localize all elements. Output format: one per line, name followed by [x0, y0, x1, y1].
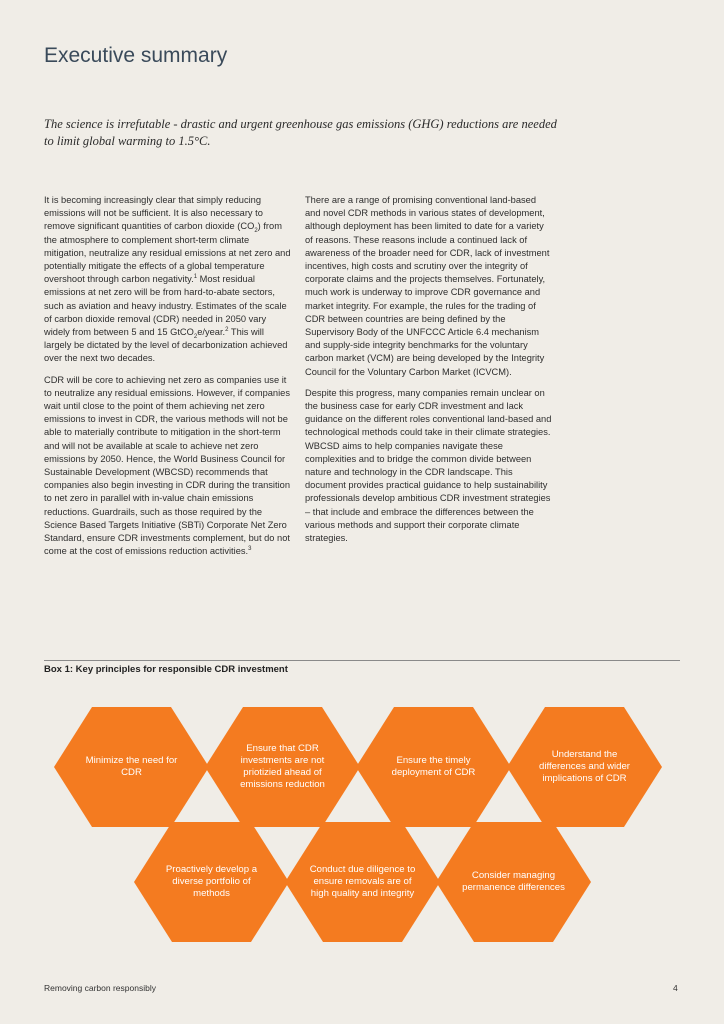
- footnote-ref: 3: [248, 546, 252, 553]
- principle-hexagon: [436, 822, 591, 942]
- principle-label: Minimize the need for CDR: [85, 755, 178, 778]
- principle-label: Proactively develop a diverse portfolio of methods: [165, 864, 258, 899]
- left-paragraph-2: CDR will be core to achieving net zero as companies use it to neutralize any residual emissions. However, if companies wait until close to the point of them achieving net zero emissions to invest in CDR, the various methods will not be able to materially contribute to mitigation in the short-term and will not be available at scale to achieve net zero emissions by 2050. Hence, the World Business Council for Sustainable Development (WBCSD) recommends that companies also begin investing in CDR during the transition to net zero in parallel with in-value chain emissions reductions. Guardrails, such as those required by the Science Based Targets Initiative (SBTi) Corporate Net Zero Standard, ensure CDR investments complement, but do not come at the cost of emissions reduction activities.$^3$: [44, 374, 290, 557]
- right-column: [305, 194, 553, 553]
- principle-hexagon: [54, 707, 209, 827]
- left-paragraph-1: It is becoming increasingly clear that simply reducing emissions will not be sufficient. It is also necessary to remove significant quantities of carbon dioxide $(CO_2)$ from the atmosphere to complement short-term climate mitigation, neutralize any residual emissions at net zero and potentially mitigate the effects of a global temperature overshoot through carbon negativity.$^1$ Most residual emissions at net zero will be from hard-to-abate sectors, such as aviation and heavy industry. Estimates of the scale of carbon dioxide removal (CDR) needed in 2050 vary widely from between 5 and 15 GtCO$_2$e/year.$^2$ This will largely be dictated by the level of decarbonization achieved over the next two decades.: [44, 195, 291, 364]
- principle-label: Ensure that CDR investments are not priotizied ahead of emissions reduction: [240, 743, 325, 790]
- left-column: [44, 194, 292, 566]
- principle-label: Consider managing permanence differences: [462, 870, 565, 893]
- principle-label: Conduct due diligence to ensure removals are of high quality and integrity: [309, 864, 416, 899]
- principle-hexagon: [356, 707, 511, 827]
- principle-label: Understand the differences and wider implications of CDR: [538, 749, 631, 784]
- page-title: Executive summary: [44, 44, 228, 67]
- footer-document-title: Removing carbon responsibly: [44, 983, 156, 993]
- page-number: 4: [673, 983, 678, 993]
- box-title: Box 1: Key principles for responsible CDR investment: [44, 664, 288, 675]
- principle-hexagon: [507, 707, 662, 827]
- right-paragraph-1: There are a range of promising conventional land-based and novel CDR methods in various states of development, although deployment has been limited to date for a variety of reasons. These reasons include a continued lack of awareness of the broader need for CDR, lack of investment incentives, high costs and scrutiny over the integrity of corporate claims and the projects themselves. Fortunately, much work is underway to improve CDR governance and market integrity. For example, the rules for the trading of CDR between countries are being defined by the Supervisory Body of the UNFCCC Article 6.4 mechanism and supply-side integrity benchmarks for the voluntary carbon market (VCM) are being developed by the Integrity Council for the Voluntary Carbon Market (ICVCM).: [305, 195, 550, 377]
- right-paragraph-2: Despite this progress, many companies remain unclear on the business case for early CDR investment and lack guidance on the different roles conventional land-based and technological methods could take in their climate strategies. WBCSD aims to help companies navigate these complexities and to bridge the common divide between nature and technology in the CDR landscape. This document provides practical guidance to help sustainability professionals develop ambitious CDR investment strategies – that include and embrace the differences between the various methods and support their corporate climate strategies.: [305, 387, 552, 544]
- principle-hexagon: [205, 707, 360, 827]
- principle-hexagon: [285, 822, 440, 942]
- intro-statement: The science is irrefutable - drastic and urgent greenhouse gas emissions (GHG) reductions are needed to limit global warming to 1.5°C.: [44, 117, 557, 148]
- section-divider: [44, 660, 680, 661]
- principle-label: Ensure the timely deployment of CDR: [391, 755, 476, 778]
- footnote-ref: 1: [193, 274, 198, 281]
- footnote-ref: 2: [225, 326, 229, 333]
- principle-hexagon: [134, 822, 289, 942]
